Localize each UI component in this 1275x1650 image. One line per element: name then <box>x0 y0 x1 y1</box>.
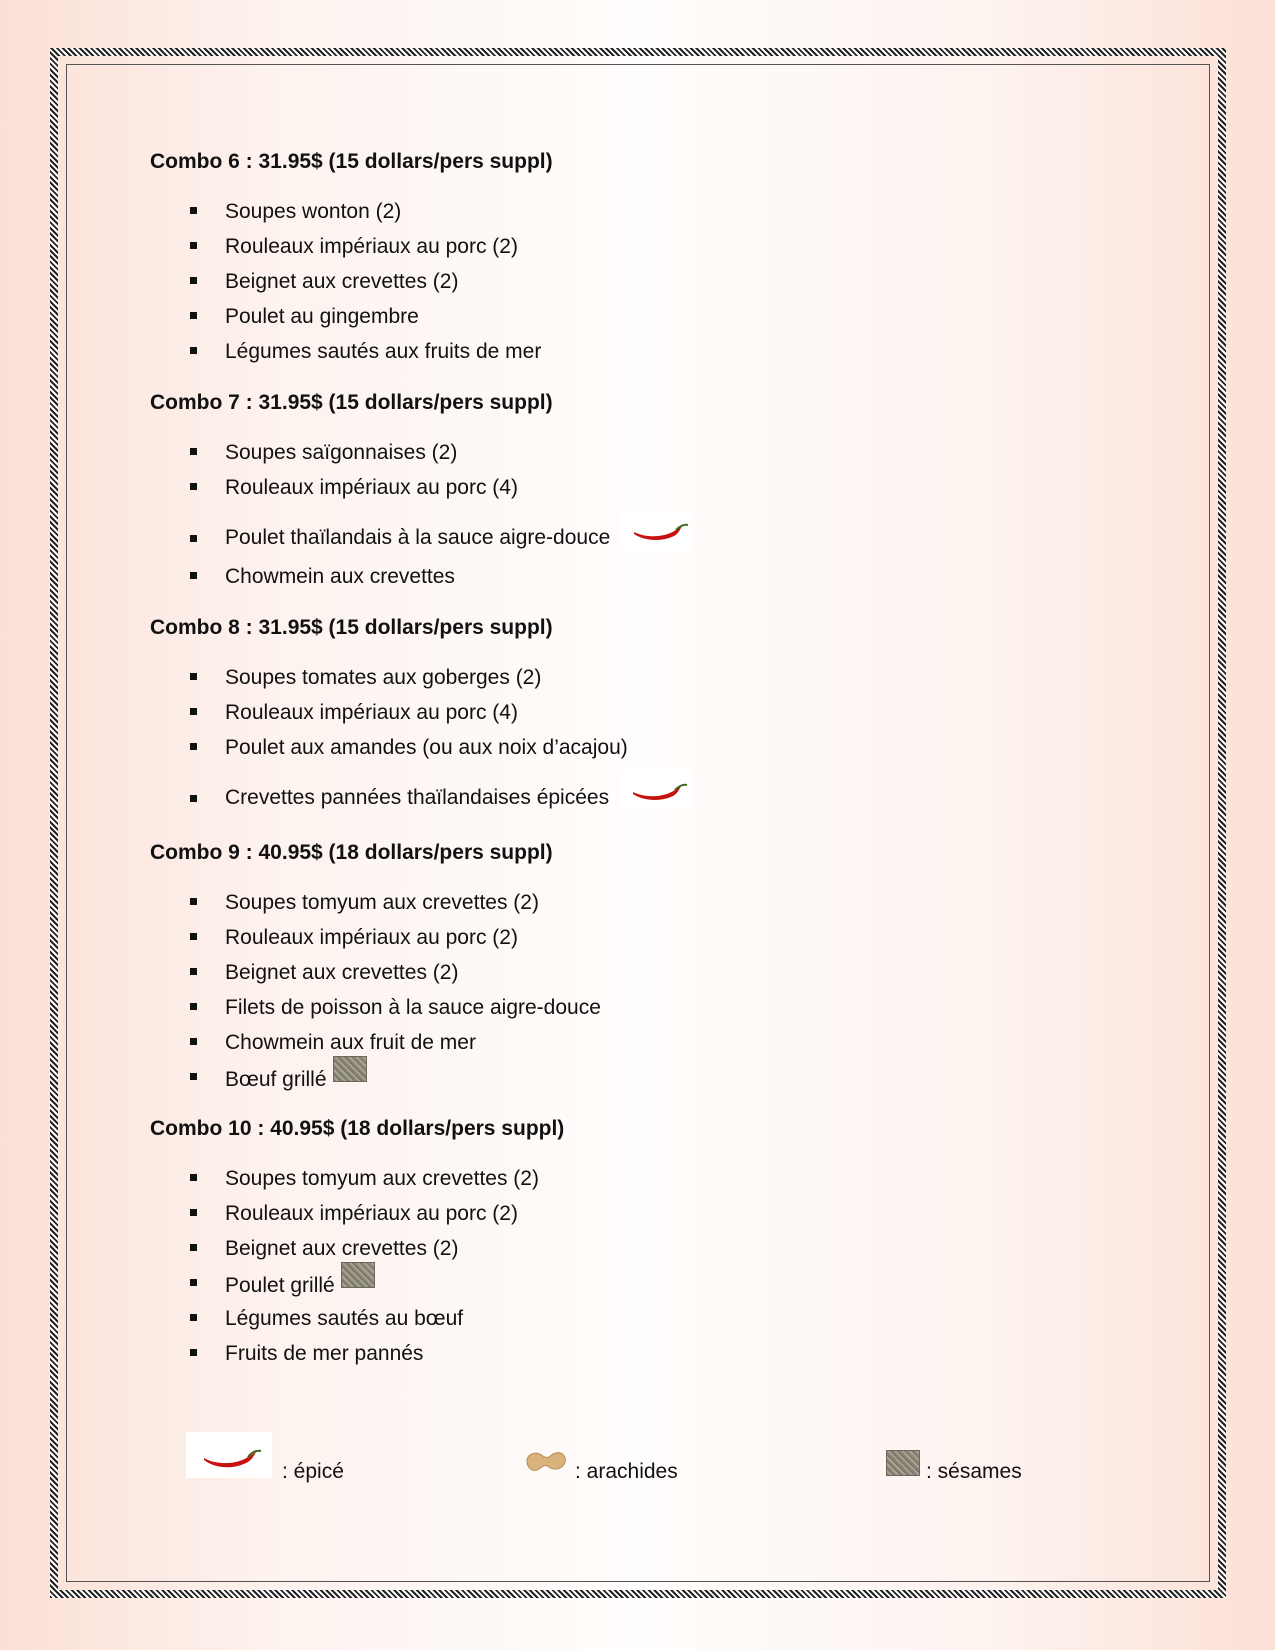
sesame-icon <box>886 1450 920 1476</box>
item-label: Beignet aux crevettes (2) <box>225 961 459 984</box>
list-item <box>150 765 1150 819</box>
item-label: Rouleaux impériaux au porc (4) <box>225 701 518 724</box>
item-label: Beignet aux crevettes (2) <box>225 1237 459 1260</box>
item-label: Soupes tomyum aux crevettes (2) <box>225 1167 539 1190</box>
list-item <box>150 194 1150 229</box>
list-item <box>150 559 1150 594</box>
list-item <box>150 1060 1150 1095</box>
item-label: Soupes saïgonnaises (2) <box>225 441 458 464</box>
list-item <box>150 470 1150 505</box>
chili-pepper-icon <box>620 510 692 550</box>
item-label: Fruits de mer pannés <box>225 1342 424 1365</box>
item-label: Crevettes pannées thaïlandaises épicées <box>225 786 610 809</box>
list-item <box>150 435 1150 470</box>
list-item <box>150 990 1150 1025</box>
chili-pepper-icon <box>186 1432 272 1478</box>
item-label: Légumes sautés au bœuf <box>225 1307 464 1330</box>
item-label: Chowmein aux crevettes <box>225 565 455 588</box>
list-item <box>150 264 1150 299</box>
peanut-icon <box>521 1448 569 1474</box>
item-label: Rouleaux impériaux au porc (4) <box>225 476 518 499</box>
sesame-icon <box>341 1262 375 1288</box>
list-item <box>150 229 1150 264</box>
sesame-icon <box>333 1056 367 1082</box>
list-item <box>150 1196 1150 1231</box>
combo-item-list <box>150 435 1150 594</box>
item-label: Soupes wonton (2) <box>225 200 402 223</box>
combo-title: Combo 10 : 40.95$ (18 dollars/pers suppl) <box>150 1117 565 1140</box>
legend-label: : arachides <box>575 1460 678 1483</box>
list-item <box>150 334 1150 369</box>
item-label: Soupes tomyum aux crevettes (2) <box>225 891 539 914</box>
item-label: Poulet aux amandes (ou aux noix d’acajou) <box>225 736 628 759</box>
list-item <box>150 1336 1150 1371</box>
list-item <box>150 1301 1150 1336</box>
item-label: Rouleaux impériaux au porc (2) <box>225 235 518 258</box>
list-item <box>150 920 1150 955</box>
legend-label: : sésames <box>926 1460 1022 1483</box>
legend-label: : épicé <box>282 1460 344 1483</box>
item-label: Rouleaux impériaux au porc (2) <box>225 926 518 949</box>
item-label: Bœuf grillé <box>225 1068 327 1091</box>
list-item <box>150 955 1150 990</box>
item-label: Poulet thaïlandais à la sauce aigre-douce <box>225 526 611 549</box>
combo-item-list <box>150 194 1150 369</box>
list-item <box>150 730 1150 765</box>
list-item <box>150 1025 1150 1060</box>
list-item <box>150 695 1150 730</box>
item-label: Chowmein aux fruit de mer <box>225 1031 476 1054</box>
list-item <box>150 1161 1150 1196</box>
list-item <box>150 505 1150 559</box>
list-item <box>150 1266 1150 1301</box>
combo-title: Combo 7 : 31.95$ (15 dollars/pers suppl) <box>150 391 553 414</box>
combo-item-list <box>150 660 1150 819</box>
item-label: Soupes tomates aux goberges (2) <box>225 666 542 689</box>
combo-section <box>150 389 1150 594</box>
combo-section <box>150 839 1150 1095</box>
item-label: Filets de poisson à la sauce aigre-douce <box>225 996 601 1019</box>
list-item <box>150 1231 1150 1266</box>
combo-section <box>150 148 1150 369</box>
item-label: Rouleaux impériaux au porc (2) <box>225 1202 518 1225</box>
combo-item-list <box>150 1161 1150 1371</box>
combo-title: Combo 6 : 31.95$ (15 dollars/pers suppl) <box>150 150 553 173</box>
item-label: Poulet au gingembre <box>225 305 419 328</box>
list-item <box>150 885 1150 920</box>
chili-pepper-icon <box>619 770 691 810</box>
item-label: Poulet grillé <box>225 1274 335 1297</box>
item-label: Légumes sautés aux fruits de mer <box>225 340 542 363</box>
combo-title: Combo 9 : 40.95$ (18 dollars/pers suppl) <box>150 841 553 864</box>
item-label: Beignet aux crevettes (2) <box>225 270 459 293</box>
combo-section <box>150 1115 1150 1371</box>
icon-legend <box>186 1432 1086 1492</box>
menu-content <box>150 148 1150 1391</box>
combo-title: Combo 8 : 31.95$ (15 dollars/pers suppl) <box>150 616 553 639</box>
combo-section <box>150 614 1150 819</box>
list-item <box>150 660 1150 695</box>
combo-item-list <box>150 885 1150 1095</box>
list-item <box>150 299 1150 334</box>
